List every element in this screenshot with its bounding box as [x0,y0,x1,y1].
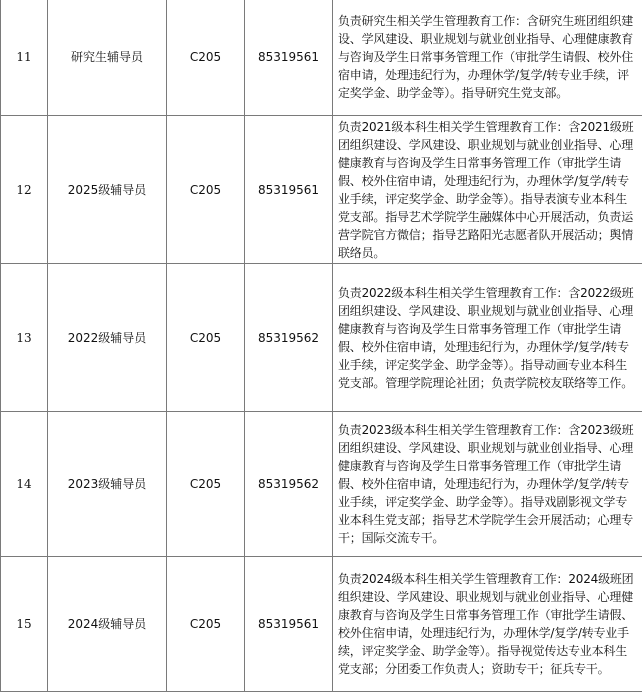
table-row [1,412,642,557]
row-number: 12 [1,116,48,264]
office-room: C205 [167,0,245,116]
role-title: 2024级辅导员 [48,557,167,692]
role-title: 2022级辅导员 [48,264,167,412]
table-row [1,116,642,264]
table-row [1,557,642,692]
duty-description: 负责2022级本科生相关学生管理教育工作：含2022级班团组织建设、学风建设、职业规划与就业创业指导、心理健康教育与咨询及学生日常事务管理工作（审批学生请假、校外住宿申请，处理违纪行为，办理休学/复学/转专业手续，评定奖学金、助学金等）。指导动画专业本科生党支部。管理学院理论社团；负责学院校友联络等工作。 [333,264,642,412]
duty-description: 负责研究生相关学生管理教育工作：含研究生班团组织建设、学风建设、职业规划与就业创业指导、心理健康教育与咨询及学生日常事务管理工作（审批学生请假、校外住宿申请，处理违纪行为，办理休学/复学/转专业手续，评定奖学金、助学金等）。指导研究生党支部。 [333,0,642,116]
duty-description: 负责2021级本科生相关学生管理教育工作：含2021级班团组织建设、学风建设、职业规划与就业创业指导、心理健康教育与咨询及学生日常事务管理工作（审批学生请假、校外住宿申请，处理违纪行为，办理休学/复学/转专业手续，评定奖学金、助学金等）。指导表演专业本科生党支部。指导艺术学院学生融媒体中心开展活动，负责运营学院官方微信；指导艺路阳光志愿者队开展活动；舆情联络员。 [333,116,642,264]
phone-number: 85319561 [245,0,333,116]
row-number: 13 [1,264,48,412]
phone-number: 85319562 [245,412,333,557]
office-room: C205 [167,412,245,557]
role-title: 研究生辅导员 [48,0,167,116]
phone-number: 85319561 [245,116,333,264]
duty-description: 负责2024级本科生相关学生管理教育工作：2024级班团组织建设、学风建设、职业规划与就业创业指导、心理健康教育与咨询及学生日常事务管理工作（审批学生请假、校外住宿申请，处理违纪行为，办理休学/复学/转专业手续，评定奖学金、助学金等）。指导视觉传达专业本科生党支部；分团委工作负责人；资助专干；征兵专干。 [333,557,642,692]
phone-number: 85319562 [245,264,333,412]
role-title: 2023级辅导员 [48,412,167,557]
office-room: C205 [167,557,245,692]
office-room: C205 [167,116,245,264]
office-room: C205 [167,264,245,412]
row-number: 11 [1,0,48,116]
row-number: 15 [1,557,48,692]
row-number: 14 [1,412,48,557]
role-title: 2025级辅导员 [48,116,167,264]
duty-description: 负责2023级本科生相关学生管理教育工作：含2023级班团组织建设、学风建设、职业规划与就业创业指导、心理健康教育与咨询及学生日常事务管理工作（审批学生请假、校外住宿申请，处理违纪行为，办理休学/复学/转专业手续，评定奖学金、助学金等）。指导戏剧影视文学专业本科生党支部；指导艺术学院学生会开展活动；心理专干；国际交流专干。 [333,412,642,557]
table-row [1,0,642,116]
table-row [1,264,642,412]
phone-number: 85319561 [245,557,333,692]
